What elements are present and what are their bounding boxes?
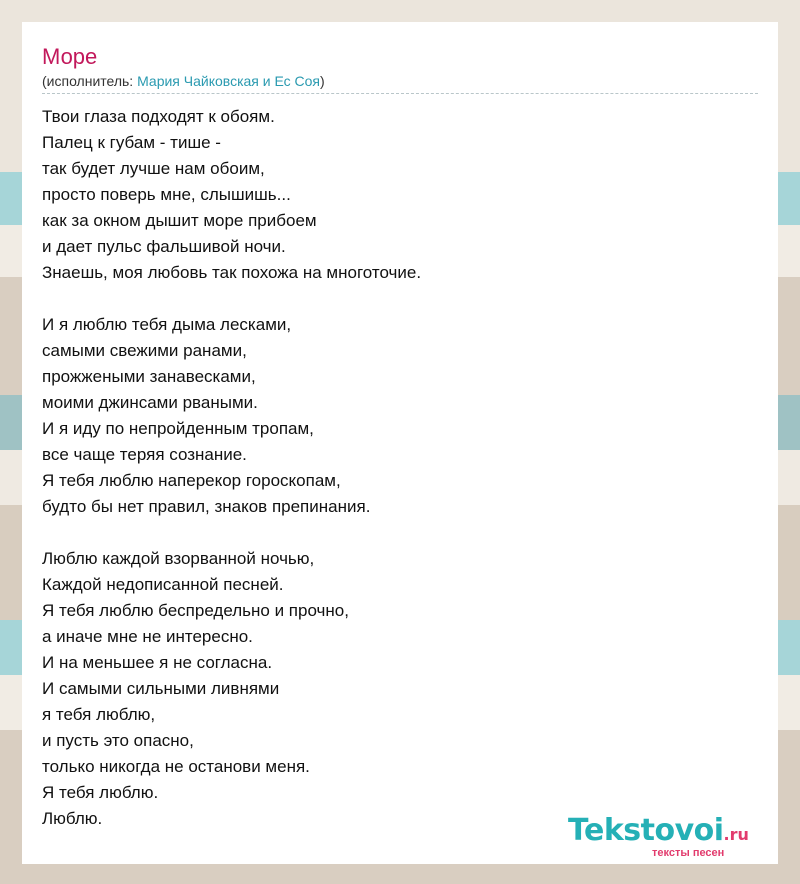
lyric-line: Люблю. <box>42 809 103 828</box>
lyric-line: просто поверь мне, слышишь... <box>42 185 291 204</box>
lyric-line: я тебя люблю, <box>42 705 156 724</box>
logo-tagline: тексты песен <box>652 847 725 859</box>
lyric-line: И самыми сильными ливнями <box>42 679 280 698</box>
lyric-line: Я тебя люблю беспредельно и прочно, <box>42 601 349 620</box>
artist-link[interactable]: Мария Чайковская и Ес Соя <box>137 73 321 89</box>
lyric-line: будто бы нет правил, знаков препинания. <box>42 497 371 516</box>
lyric-line: самыми свежими ранами, <box>42 341 247 360</box>
lyric-line: И я люблю тебя дыма лесками, <box>42 315 292 334</box>
stanza-gap <box>42 520 742 546</box>
lyric-line: только никогда не останови меня. <box>42 757 310 776</box>
lyric-line: прожжеными занавесками, <box>42 367 256 386</box>
lyric-line: и пусть это опасно, <box>42 731 194 750</box>
lyric-line: как за окном дышит море прибоем <box>42 211 317 230</box>
lyric-line: Палец к губам - тише - <box>42 133 221 152</box>
artist-prefix: (исполнитель: <box>42 73 138 89</box>
lyric-line: Твои глаза подходят к обоям. <box>42 107 275 126</box>
lyric-line: Я тебя люблю наперекор гороскопам, <box>42 471 341 490</box>
song-title: Море <box>42 44 98 69</box>
site-logo[interactable] <box>568 814 778 862</box>
logo-tld: .ru <box>723 825 749 844</box>
lyric-line: все чаще теряя сознание. <box>42 445 247 464</box>
lyric-line: а иначе мне не интересно. <box>42 627 253 646</box>
lyric-line: Люблю каждой взорванной ночью, <box>42 549 315 568</box>
lyric-line: Знаешь, моя любовь так похожа на многоточие. <box>42 263 422 282</box>
title-divider <box>42 93 758 94</box>
artist-suffix: ) <box>320 73 325 89</box>
logo-name: Tekstovoi <box>568 813 724 848</box>
lyric-line: моими джинсами рваными. <box>42 393 258 412</box>
lyric-line: И я иду по непройденным тропам, <box>42 419 314 438</box>
lyric-line: И на меньшее я не согласна. <box>42 653 273 672</box>
lyric-line: Я тебя люблю. <box>42 783 159 802</box>
lyric-line: и дает пульс фальшивой ночи. <box>42 237 286 256</box>
lyric-line: Каждой недописанной песней. <box>42 575 284 594</box>
lyrics-text <box>42 104 742 832</box>
stanza-gap <box>42 286 742 312</box>
lyrics-card <box>22 22 778 864</box>
artist-line <box>42 72 325 90</box>
lyric-line: так будет лучше нам обоим, <box>42 159 265 178</box>
